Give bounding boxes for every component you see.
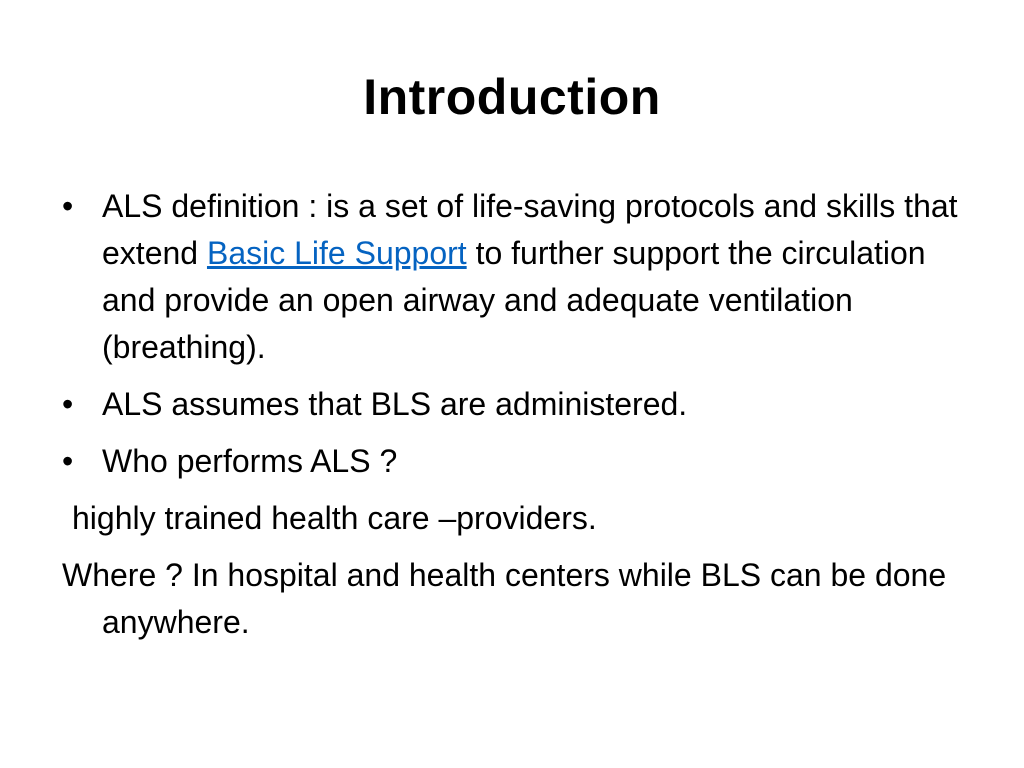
bullet-icon: • bbox=[62, 386, 74, 422]
line-where: Where ? In hospital and health centers while BLS can be done anywhere. bbox=[62, 557, 947, 640]
bullet-text: ALS assumes that BLS are administered. bbox=[102, 386, 688, 422]
slide-content bbox=[62, 183, 982, 656]
bullet-icon: • bbox=[62, 443, 74, 479]
bullet-text-continued: to further support the circulation and provide an open airway and adequate ventilation (breathing). bbox=[102, 235, 926, 365]
bullet-item-who-performs bbox=[62, 438, 982, 485]
line-providers: highly trained health care –providers. bbox=[72, 500, 597, 536]
basic-life-support-link[interactable]: Basic Life Support bbox=[206, 235, 467, 271]
bullet-text: ALS definition : is a set of life-saving protocols and skills that extend bbox=[102, 188, 958, 271]
bullet-item-als-assumes bbox=[62, 381, 982, 428]
slide-title: Introduction bbox=[363, 69, 661, 125]
bullet-text: Who performs ALS ? bbox=[102, 443, 398, 479]
bullet-item-als-definition bbox=[62, 183, 982, 371]
bullet-icon: • bbox=[62, 188, 74, 224]
